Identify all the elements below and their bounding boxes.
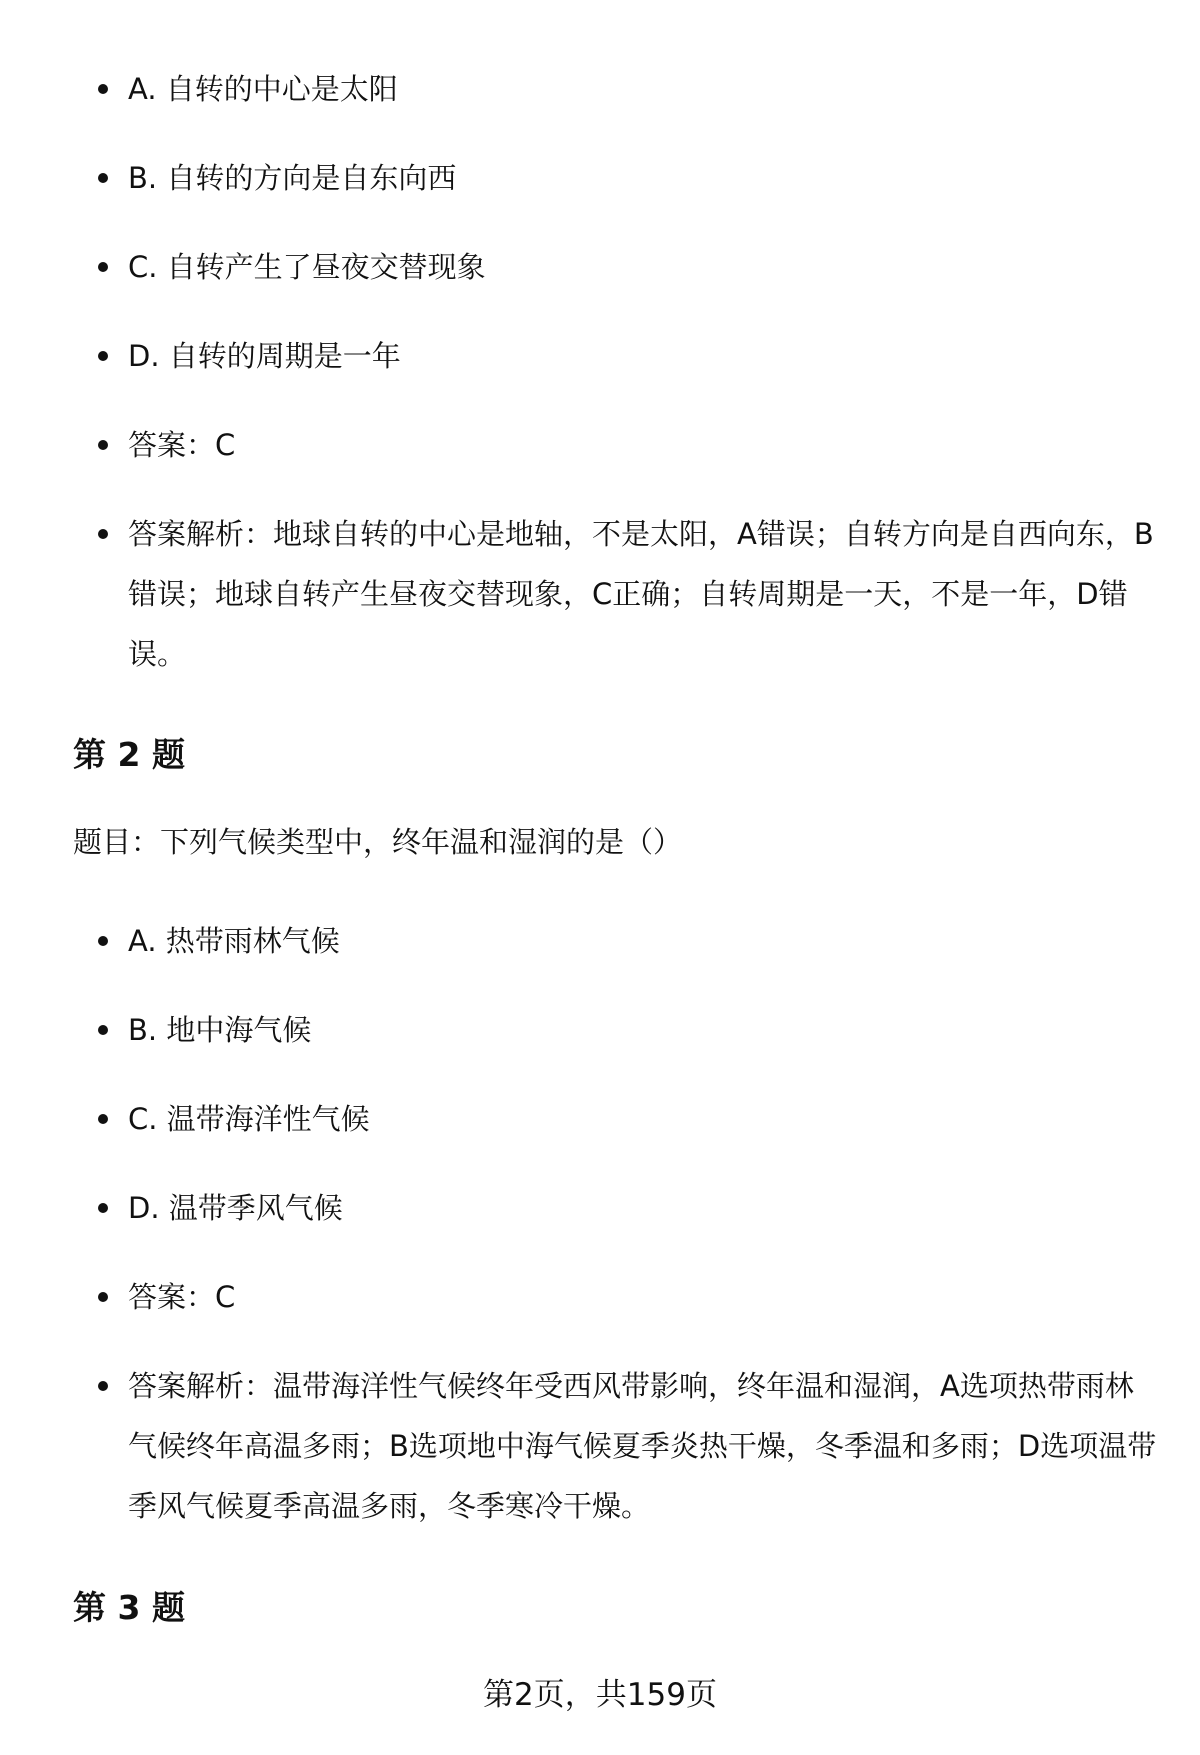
- question-2-stem: 题目：下列气候类型中，终年温和湿润的是（）: [73, 825, 683, 859]
- q1-option-a: A. 自转的中心是太阳: [0, 59, 1158, 119]
- q2-option-c: C. 温带海洋性气候: [0, 1089, 1158, 1149]
- question-1-list: [0, 59, 1158, 684]
- q2-answer: 答案：C: [0, 1267, 1158, 1327]
- q2-option-b: B. 地中海气候: [0, 1000, 1158, 1060]
- question-2-heading: 第 2 题: [73, 735, 185, 774]
- q1-option-b: B. 自转的方向是自东向西: [0, 148, 1158, 208]
- q1-option-d: D. 自转的周期是一年: [0, 326, 1158, 386]
- q1-option-c: C. 自转产生了昼夜交替现象: [0, 237, 1158, 297]
- question-3-heading: 第 3 题: [73, 1588, 185, 1627]
- page-indicator: 第2页，共159页: [483, 1677, 717, 1713]
- q2-explanation: 答案解析：温带海洋性气候终年受西风带影响，终年温和湿润，A选项热带雨林气候终年高温多雨；B选项地中海气候夏季炎热干燥，冬季温和多雨；D选项温带季风气候夏季高温多雨，冬季寒冷干燥。: [0, 1356, 1158, 1536]
- q2-option-d: D. 温带季风气候: [0, 1178, 1158, 1238]
- q1-answer: 答案：C: [0, 415, 1158, 475]
- q1-explanation: 答案解析：地球自转的中心是地轴，不是太阳，A错误；自转方向是自西向东，B错误；地球自转产生昼夜交替现象，C正确；自转周期是一天，不是一年，D错误。: [0, 504, 1158, 684]
- question-2-list: [0, 911, 1158, 1536]
- q2-option-a: A. 热带雨林气候: [0, 911, 1158, 971]
